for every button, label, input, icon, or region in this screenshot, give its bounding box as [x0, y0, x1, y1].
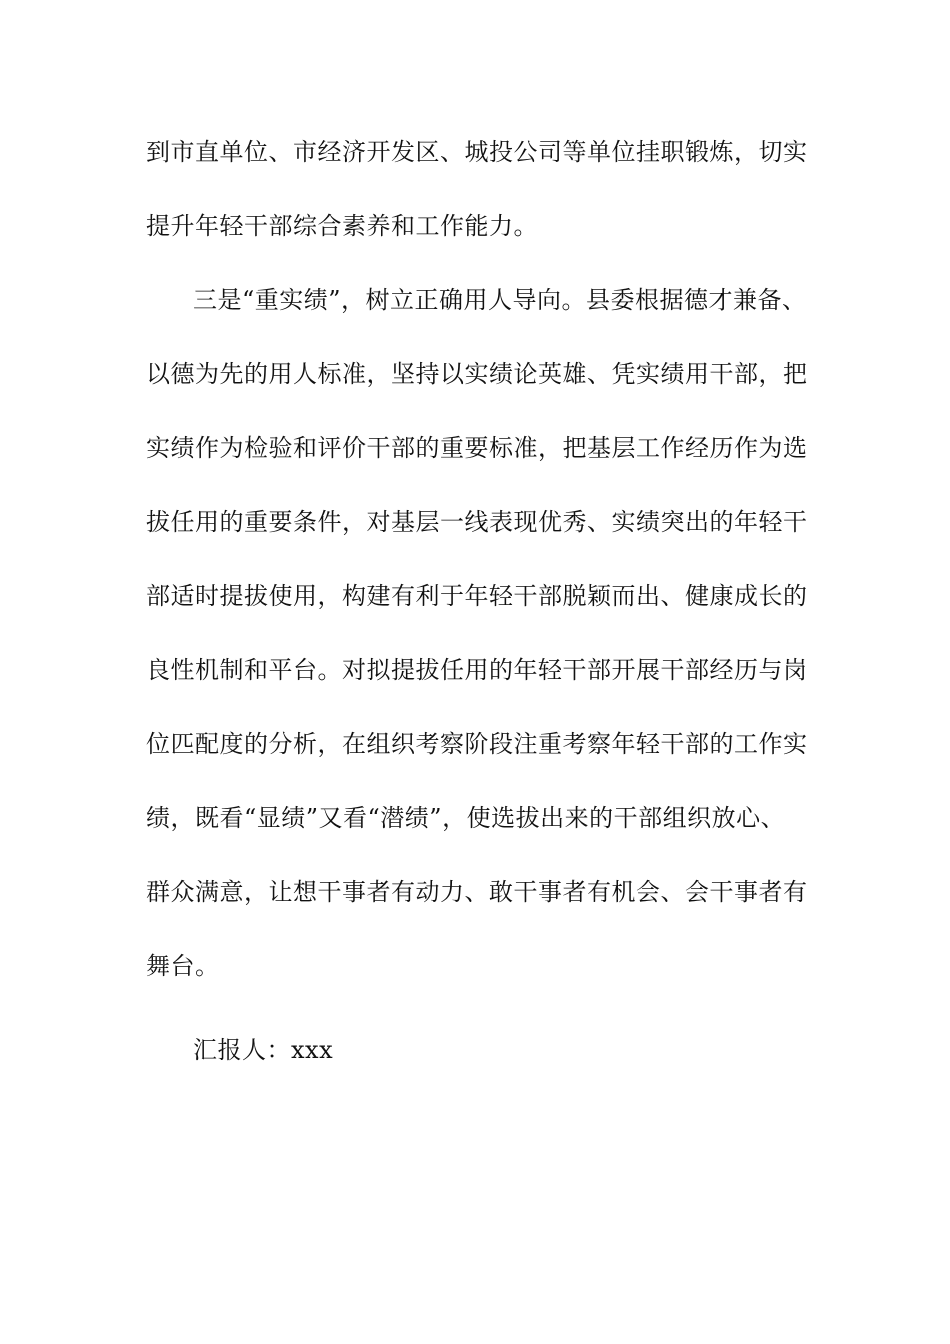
text-line: 良性机制和平台。对拟提拔任用的年轻干部开展干部经历与岗 — [146, 656, 808, 684]
text-line: 部适时提拔使用，构建有利于年轻干部脱颖而出、健康成长的 — [146, 582, 808, 610]
text-line: 实绩作为检验和评价干部的重要标准，把基层工作经历作为选 — [146, 434, 808, 462]
text-line: 绩，既看“显绩”又看“潜绩”，使选拔出来的干部组织放心、 — [146, 804, 786, 832]
text-line: 拔任用的重要条件，对基层一线表现优秀、实绩突出的年轻干 — [146, 508, 808, 536]
paragraph-first-line: 三是“重实绩”，树立正确用人导向。县委根据德才兼备、 — [193, 286, 807, 314]
text-line: 位匹配度的分析，在组织考察阶段注重考察年轻干部的工作实 — [146, 730, 808, 758]
signature-line: 汇报人：xxx — [193, 1036, 334, 1064]
text-line: 群众满意，让想干事者有动力、敢干事者有机会、会干事者有 — [146, 878, 808, 906]
text-line: 到市直单位、市经济开发区、城投公司等单位挂职锻炼，切实 — [146, 138, 808, 166]
text-line: 舞台。 — [146, 952, 220, 980]
text-line: 提升年轻干部综合素养和工作能力。 — [146, 212, 538, 240]
text-line: 以德为先的用人标准，坚持以实绩论英雄、凭实绩用干部，把 — [146, 360, 808, 388]
